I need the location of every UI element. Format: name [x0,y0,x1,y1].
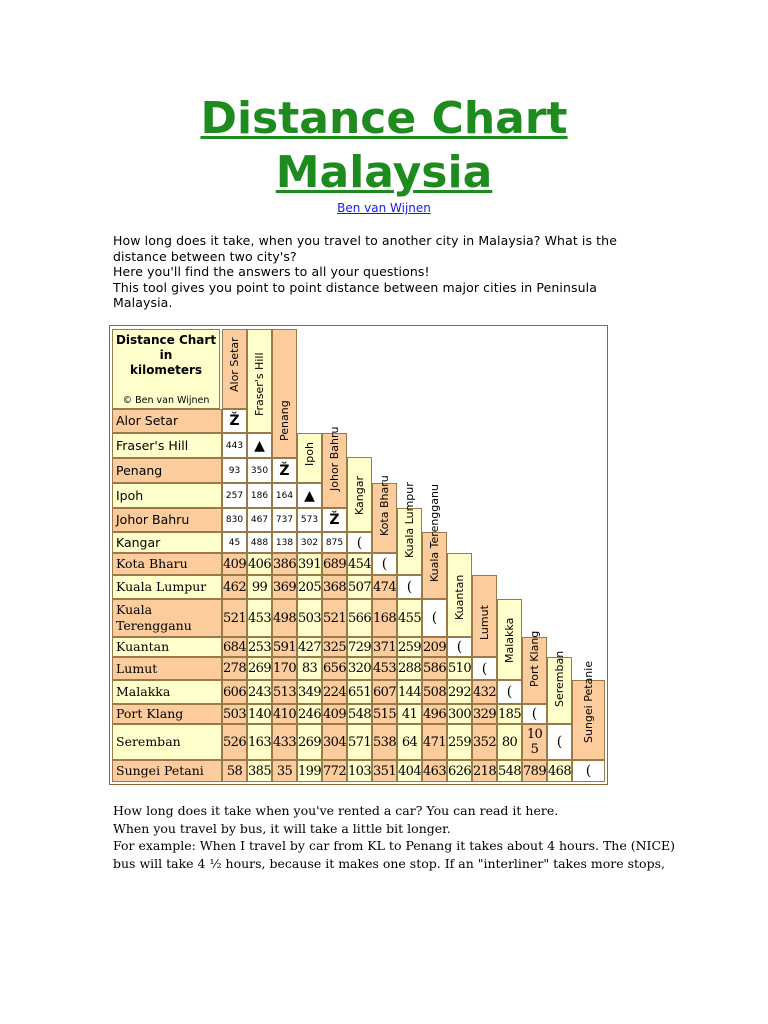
page-title [0,92,768,200]
title-line-1: Distance Chart [200,93,568,144]
chart-heading-box [112,329,220,409]
row-label: Alor Setar [112,409,222,433]
distance-cell: 510 [447,657,472,680]
distance-cell: 737 [272,508,297,532]
column-header-label: Port Klang [527,630,541,687]
column-header-label: Kangar [352,476,366,515]
distance-cell: 58 [222,760,247,782]
distance-cell: 320 [347,657,372,680]
distance-cell: 548 [497,760,522,782]
distance-cell: 443 [222,433,247,458]
distance-cell: 45 [222,532,247,553]
distance-cell: 302 [297,532,322,553]
row-label: Fraser's Hill [112,433,222,458]
distance-cell: 656 [322,657,347,680]
chart-heading [113,333,219,378]
intro-line: Here you'll find the answers to all your questions! [113,264,430,279]
distance-cell: 259 [447,724,472,760]
distance-cell: 144 [397,680,422,704]
distance-cell: 224 [322,680,347,704]
row-label: Kuantan [112,637,222,657]
column-header [347,457,372,532]
row-label: Port Klang [112,704,222,724]
distance-cell: 515 [372,704,397,724]
column-header [522,630,547,704]
distance-cell: 427 [297,637,322,657]
distance-cell: 369 [272,575,297,599]
diagonal-cell: Ž [322,508,347,532]
distance-cell: 538 [372,724,397,760]
distance-cell: 269 [297,724,322,760]
column-header [572,660,605,760]
distance-cell: 684 [222,637,247,657]
column-header [497,599,522,680]
outro-line: How long does it take when you've rented a car? You can read it here. [113,803,559,818]
distance-cell: 10 5 [522,724,547,760]
row-label: Seremban [112,724,222,760]
distance-cell: 503 [297,599,322,637]
distance-cell: 385 [247,760,272,782]
column-header [472,575,497,657]
diagonal-cell: ( [572,760,605,782]
distance-cell: 406 [247,553,272,575]
distance-cell: 496 [422,704,447,724]
distance-cell: 205 [297,575,322,599]
row-label: Kangar [112,532,222,553]
distance-cell: 329 [472,704,497,724]
outro-line: For example: When I travel by car from KL to Penang it takes about 4 hours. The (NICE) [113,838,676,853]
column-header-label: Ipoh [302,442,316,466]
distance-cell: 591 [272,637,297,657]
column-header [322,426,347,508]
distance-cell: 170 [272,657,297,680]
distance-cell: 729 [347,637,372,657]
chart-heading-line: in [159,348,173,362]
distance-cell: 350 [247,458,272,483]
outro-text [113,802,676,872]
diagonal-cell: Ž [222,409,247,433]
distance-cell: 526 [222,724,247,760]
author-link[interactable]: Ben van Wijnen [337,201,431,215]
author-line [0,201,768,215]
row-label: Kuala Lumpur [112,575,222,599]
row-label: Lumut [112,657,222,680]
distance-cell: 508 [422,680,447,704]
diagonal-cell: ( [447,637,472,657]
distance-cell: 789 [522,760,547,782]
intro-line: This tool gives you point to point distance between major cities in Peninsula [113,279,597,295]
distance-cell: 463 [422,760,447,782]
column-header-label: Kuala Lumpur [402,482,416,558]
distance-cell: 573 [297,508,322,532]
distance-cell: 454 [347,553,372,575]
distance-cell: 164 [272,483,297,508]
distance-cell: 409 [322,704,347,724]
distance-cell: 471 [422,724,447,760]
distance-cell: 163 [247,724,272,760]
distance-cell: 521 [322,599,347,637]
column-header [397,482,422,575]
distance-cell: 386 [272,553,297,575]
distance-cell: 455 [397,599,422,637]
distance-cell: 453 [372,657,397,680]
column-header [547,650,572,724]
chart-heading-line: Distance Chart [115,333,217,347]
distance-cell: 571 [347,724,372,760]
distance-cell: 607 [372,680,397,704]
distance-cell: 830 [222,508,247,532]
distance-cell: 140 [247,704,272,724]
diagonal-cell: ( [397,575,422,599]
distance-cell: 507 [347,575,372,599]
distance-cell: 371 [372,637,397,657]
column-header-label: Seremban [552,650,566,707]
diagonal-cell: ( [422,599,447,637]
distance-cell: 83 [297,657,322,680]
chart-heading-line: kilometers [129,363,203,377]
outro-line: When you travel by bus, it will take a little bit longer. [113,820,451,836]
distance-cell: 689 [322,553,347,575]
distance-cell: 218 [472,760,497,782]
distance-cell: 513 [272,680,297,704]
distance-cell: 391 [297,553,322,575]
distance-cell: 253 [247,637,272,657]
distance-cell: 168 [372,599,397,637]
distance-cell: 468 [547,760,572,782]
row-label: Ipoh [112,483,222,508]
distance-cell: 185 [497,704,522,724]
distance-cell: 93 [222,458,247,483]
distance-cell: 626 [447,760,472,782]
distance-cell: 586 [422,657,447,680]
distance-cell: 199 [297,760,322,782]
column-header-label: Penang [277,400,291,441]
distance-cell: 521 [222,599,247,637]
diagonal-cell: ( [472,657,497,680]
diagonal-cell: Ž [272,458,297,483]
distance-cell: 498 [272,599,297,637]
distance-cell: 474 [372,575,397,599]
column-header [297,433,322,483]
distance-cell: 453 [247,599,272,637]
column-header [447,553,472,637]
column-header [222,329,247,409]
distance-cell: 186 [247,483,272,508]
distance-cell: 772 [322,760,347,782]
distance-cell: 103 [347,760,372,782]
column-header-label: Lumut [477,605,491,640]
column-header-label: Kuala Terengganu [427,484,441,582]
distance-cell: 467 [247,508,272,532]
distance-cell: 292 [447,680,472,704]
column-header-label: Alor Setar [227,337,241,392]
column-header [372,475,397,553]
column-header [247,329,272,433]
distance-cell: 300 [447,704,472,724]
column-header-label: Kuantan [452,574,466,620]
column-header-label: Malakka [502,617,516,663]
column-header-label: Johor Bahru [327,426,341,491]
row-label: Sungei Petani [112,760,222,782]
row-label: Kota Bharu [112,553,222,575]
intro-line: distance between two city's? [113,248,297,264]
distance-cell: 41 [397,704,422,724]
column-header-label: Fraser's Hill [252,352,266,416]
diagonal-cell: ( [347,532,372,553]
distance-cell: 99 [247,575,272,599]
distance-cell: 278 [222,657,247,680]
diagonal-cell: ▲ [247,433,272,458]
intro-text [113,233,633,311]
distance-cell: 651 [347,680,372,704]
distance-cell: 304 [322,724,347,760]
row-label: Penang [112,458,222,483]
distance-cell: 269 [247,657,272,680]
distance-cell: 566 [347,599,372,637]
distance-cell: 35 [272,760,297,782]
distance-cell: 606 [222,680,247,704]
distance-cell: 352 [472,724,497,760]
distance-cell: 404 [397,760,422,782]
distance-cell: 432 [472,680,497,704]
row-label: Malakka [112,680,222,704]
diagonal-cell: ( [497,680,522,704]
row-label: Kuala Terengganu [112,599,222,637]
distance-cell: 410 [272,704,297,724]
column-header [272,329,297,458]
title-line-2: Malaysia [275,147,493,198]
row-label: Johor Bahru [112,508,222,532]
distance-cell: 433 [272,724,297,760]
diagonal-cell: ( [522,704,547,724]
outro-line: bus will take 4 ½ hours, because it makes one stop. If an "interliner" takes more stops, [113,855,665,871]
distance-cell: 349 [297,680,322,704]
distance-cell: 138 [272,532,297,553]
intro-line: How long does it take, when you travel to another city in Malaysia? What is the [113,233,617,248]
distance-cell: 257 [222,483,247,508]
distance-cell: 325 [322,637,347,657]
distance-cell: 259 [397,637,422,657]
distance-cell: 351 [372,760,397,782]
diagonal-cell: ▲ [297,483,322,508]
distance-cell: 503 [222,704,247,724]
column-header [422,484,447,599]
distance-cell: 409 [222,553,247,575]
distance-cell: 875 [322,532,347,553]
distance-cell: 80 [497,724,522,760]
distance-cell: 288 [397,657,422,680]
column-header-label: Kota Bharu [377,475,391,536]
diagonal-cell: ( [547,724,572,760]
diagonal-cell: ( [372,553,397,575]
distance-cell: 548 [347,704,372,724]
distance-cell: 488 [247,532,272,553]
distance-cell: 246 [297,704,322,724]
distance-cell: 462 [222,575,247,599]
intro-line: Malaysia. [113,295,173,310]
chart-copyright: © Ben van Wijnen [122,395,210,406]
distance-cell: 368 [322,575,347,599]
distance-cell: 64 [397,724,422,760]
distance-chart [109,325,608,785]
distance-cell: 243 [247,680,272,704]
distance-cell: 209 [422,637,447,657]
column-header-label: Sungei Petanie [581,660,595,743]
